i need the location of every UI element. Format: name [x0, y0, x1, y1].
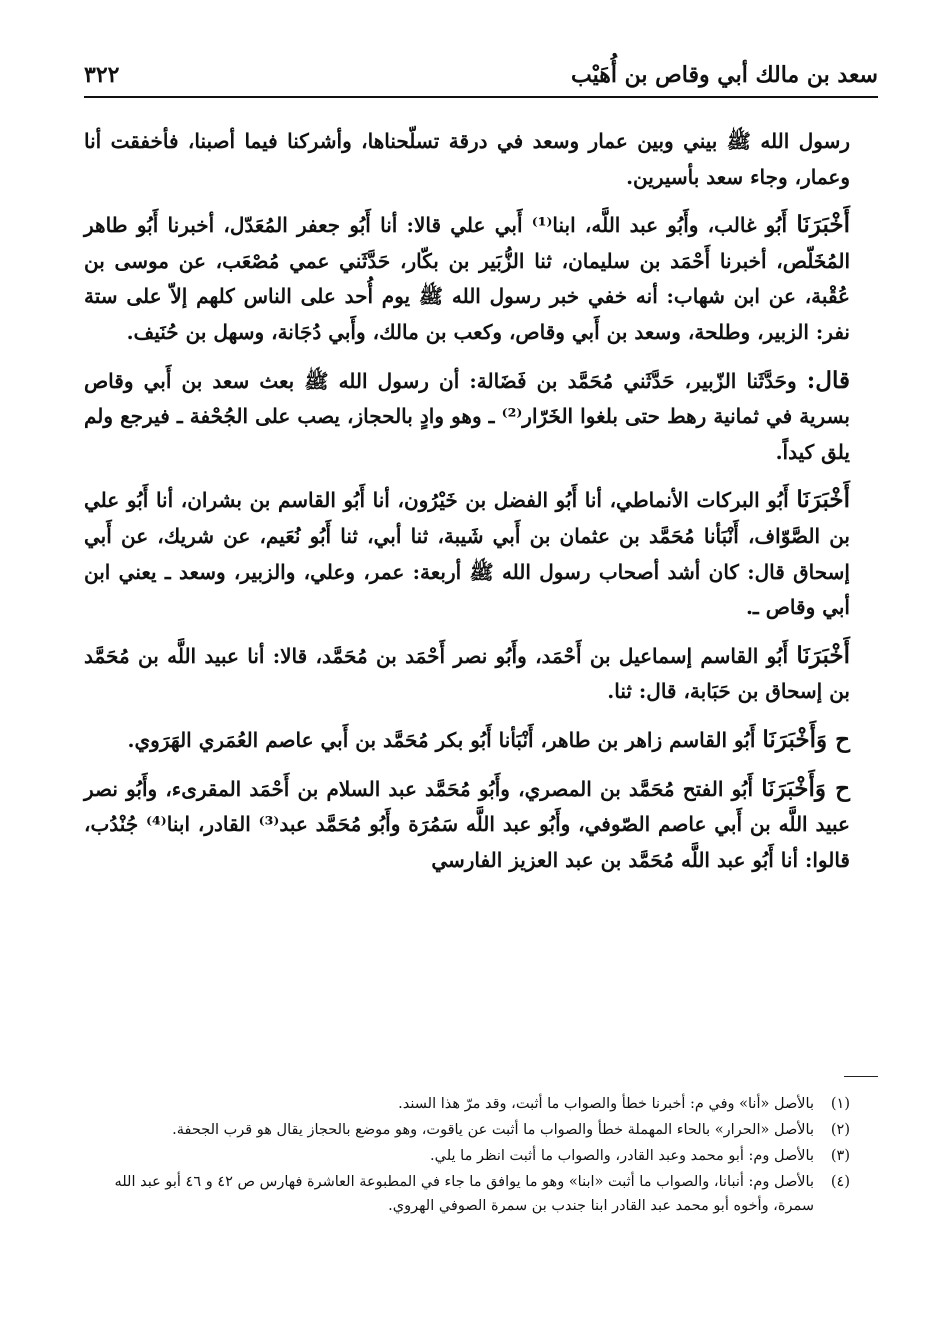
running-header [84, 56, 878, 98]
paragraph [84, 638, 850, 710]
paragraph-text: وحَدَّثَنا الزّبير، حَدَّثَني مُحَمَّد بن فَضَالة: أن رسول الله ﷺ بعث سعد بن أَبي وقاص بسرية في ثمانية رهط حتى بلغوا الخَرّار⁽²⁾ ـ وهو وادٍ بالحجاز، يصب على الجُحْفة ـ فيرجع ولم يلق كيداً. [84, 368, 851, 464]
isnad-keyword: أَخْبَرَنَا [796, 641, 850, 669]
footnotes [96, 1092, 850, 1220]
footnote [96, 1092, 850, 1116]
main-text [84, 124, 850, 890]
isnad-keyword: أَخْبَرَنَا [796, 486, 850, 514]
footnote-number: (٢) [830, 1122, 850, 1138]
header-title: سعد بن مالك أبي وقاص بن أُهَيْب [571, 62, 878, 88]
footnote-number: (٣) [830, 1148, 850, 1164]
paragraph-text: أَبُو الفتح مُحَمَّد بن المصري، وأَبُو مُحَمَّد عبد السلام بن أَحْمَد المقرىء، وأَبُو نصر عبيد اللَّه بن أَبي عاصم الصّوفي، وأَبُو عبد اللَّه سَمُرَة وأَبُو مُحَمَّد عبد⁽³⁾ القادر، ابنا⁽⁴⁾ جُنْدُب، قالوا: أنا أَبُو عبد اللَّه مُحَمَّد بن عبد العزيز الفارسي [84, 776, 850, 872]
footnote-text: بالأصل وم: أنبانا، والصواب ما أثبت «ابنا» وهو ما يوافق ما جاء في المطبوعة العاشرة فهارس ص ٤٢ و ٤٦ أبو عبد الله سمرة، وأخوه أبو محمد عبد القادر ابنا جندب بن سمرة الصوفي الهروي. [114, 1174, 814, 1214]
footnote [96, 1118, 850, 1142]
paragraph-text: أَبُو القاسم زاهر بن طاهر، أَنْبَأنا أَبُو بكر مُحَمَّد بن أَبي عاصم العُمَري الهَرَوي. [127, 727, 763, 752]
paragraph-text: أَبُو غالب، وأَبُو عبد اللَّه، ابنا⁽¹⁾ أَبي علي قالا: أنا أَبُو جعفر المُعَدّل، أخبرنا أَبُو طاهر المُخَلّص، أخبرنا أَحْمَد بن سليمان، ثنا الزُّبَير بن بكّار، حَدَّثَني عمي مُصْعَب، عن موسى بن عُقْبة، عن ابن شهاب: أنه خفي خبر رسول الله ﷺ يوم أُحد على الناس كلهم إلاّ على ستة نفر: الزبير، وطلحة، وسعد بن أَبي وقاص، وكعب بن مالك، وأَبي دُجَانة، وسهل بن حُنَيف. [84, 213, 850, 344]
footnote-text: بالأصل «أنا» وفي م: أخبرنا خطأ والصواب ما أثبت، وقد مرّ هذا السند. [398, 1096, 814, 1112]
paragraph [84, 482, 850, 625]
isnad-keyword: ح وَأَخْبَرَنَا [761, 774, 850, 802]
paragraph [84, 124, 850, 195]
paragraph [84, 363, 850, 471]
footnote [96, 1170, 850, 1218]
footnote-number: (٤) [830, 1174, 850, 1190]
footnote-separator [844, 1076, 878, 1077]
page-number: ٣٢٢ [84, 62, 120, 88]
isnad-keyword: أَخْبَرَنَا [796, 211, 850, 239]
footnote [96, 1144, 850, 1168]
isnad-keyword: ح وَأَخْبَرَنَا [762, 725, 850, 753]
paragraph [84, 771, 850, 879]
paragraph [84, 722, 850, 759]
footnote-text: بالأصل «الحرار» بالحاء المهملة خطأ والصواب ما أثبت عن ياقوت، وهو موضع بالحجاز يقال هو قرب الجحفة. [172, 1122, 814, 1138]
isnad-keyword: قال: [806, 366, 850, 394]
paragraph [84, 207, 850, 350]
footnote-number: (١) [830, 1096, 850, 1112]
paragraph-text: أَبُو البركات الأنماطي، أنا أَبُو الفضل بن خَيْرُون، أنا أَبُو القاسم بن بشران، أنا أَبُو علي بن الصَّوّاف، أَنْبَأنا مُحَمَّد بن عثمان بن أَبي شَيبة، ثنا أبي، ثنا أَبُو نُعَيم، عن شريك، عن أَبي إسحاق قال: كان أشد أصحاب رسول الله ﷺ أربعة: عمر، وعلي، والزبير، وسعد ـ يعني ابن أبي وقاص ـ. [84, 488, 850, 620]
paragraph-text: رسول الله ﷺ بيني وبين عمار وسعد في درقة تسلّحناها، وأشركنا فيما أصبنا، فأخفقت أنا وعمار، وجاء سعد بأسيرين. [84, 129, 850, 189]
paragraph-text: أَبُو القاسم إسماعيل بن أَحْمَد، وأَبُو نصر أَحْمَد بن مُحَمَّد، قالا: أنا عبيد اللَّه بن مُحَمَّد بن إسحاق بن حَبَابة، قال: ثنا. [84, 643, 850, 704]
footnote-text: بالأصل وم: أبو محمد وعبد القادر، والصواب ما أثبت انظر ما يلي. [430, 1148, 814, 1164]
